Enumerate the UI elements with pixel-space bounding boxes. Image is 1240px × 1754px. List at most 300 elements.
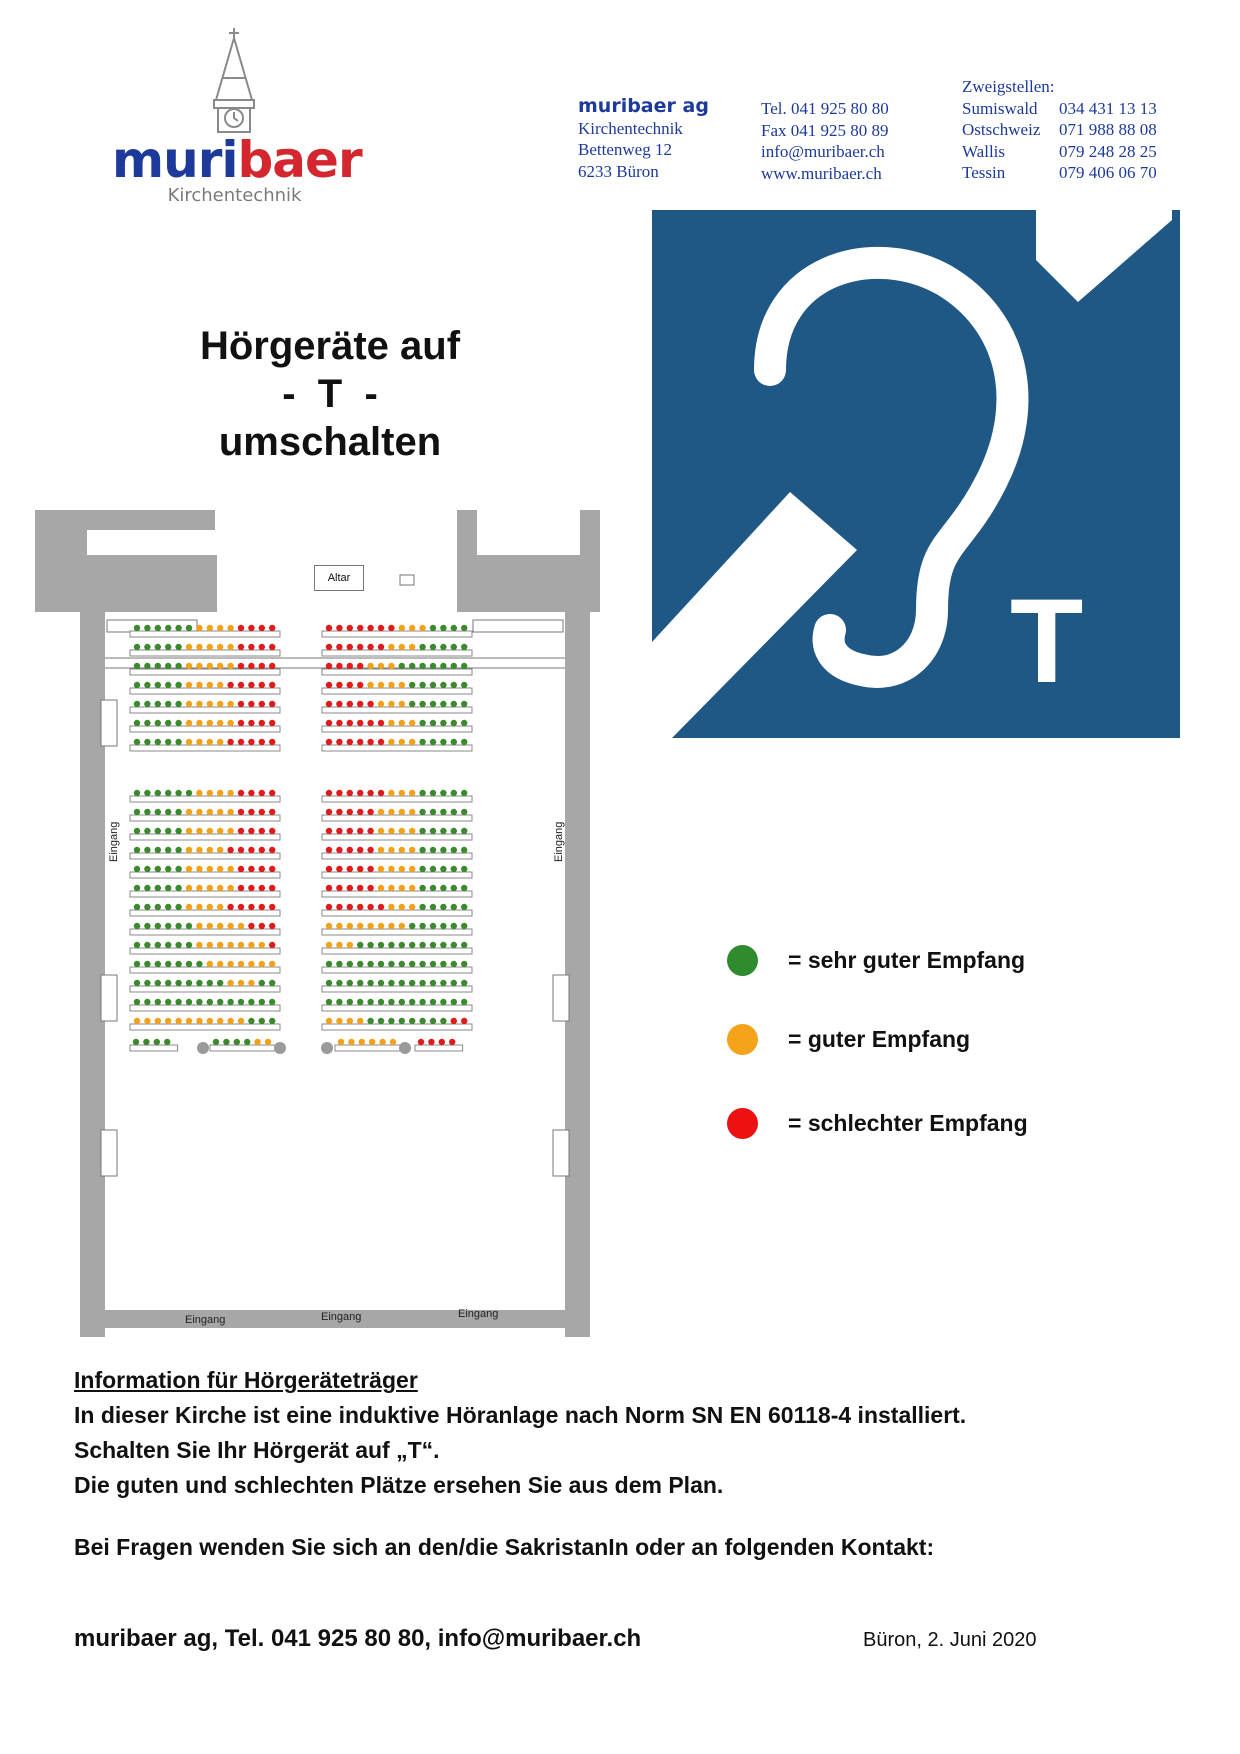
seat-dot — [144, 809, 150, 815]
seat-dot — [451, 809, 457, 815]
seat-dot — [207, 866, 213, 872]
seat-dot — [269, 809, 275, 815]
seat-dot — [369, 1039, 375, 1045]
seat-dot — [336, 682, 342, 688]
seat-dot — [440, 999, 446, 1005]
seat-dot — [367, 980, 373, 986]
pew — [130, 1024, 280, 1030]
seat-dot — [378, 999, 384, 1005]
seat-dot — [440, 809, 446, 815]
seat-dot — [227, 1018, 233, 1024]
entrance-label-bottom-3: Eingang — [458, 1308, 499, 1320]
seat-dot — [144, 625, 150, 631]
seat-dot — [165, 663, 171, 669]
seat-dot — [461, 739, 467, 745]
pew — [322, 948, 472, 954]
seat-dot — [259, 942, 265, 948]
seat-dot — [175, 663, 181, 669]
seat-dot — [196, 961, 202, 967]
seat-dot — [399, 720, 405, 726]
seat-dot — [165, 980, 171, 986]
seat-dot — [144, 720, 150, 726]
pew — [130, 948, 280, 954]
seat-dot — [134, 663, 140, 669]
seat-dot — [378, 701, 384, 707]
seat-dot — [186, 980, 192, 986]
seat-dot — [207, 904, 213, 910]
seat-dot — [409, 625, 415, 631]
entrance-label-right: Eingang — [553, 821, 565, 862]
seat-dot — [155, 790, 161, 796]
seat-dot — [347, 790, 353, 796]
seat-dot — [165, 790, 171, 796]
seat-dot — [326, 904, 332, 910]
seat-dot — [254, 1039, 260, 1045]
seat-dot — [378, 904, 384, 910]
seat-dot — [144, 847, 150, 853]
seat-dot — [248, 790, 254, 796]
seat-dot — [449, 1039, 455, 1045]
seat-dot — [419, 980, 425, 986]
seat-dot — [367, 923, 373, 929]
seat-dot — [207, 923, 213, 929]
seat-dot — [451, 663, 457, 669]
seat-dot — [409, 739, 415, 745]
pew — [130, 707, 280, 713]
seat-dot — [367, 1018, 373, 1024]
seat-dot — [227, 682, 233, 688]
pew — [130, 745, 280, 751]
pew — [322, 1024, 472, 1030]
seat-dot — [134, 701, 140, 707]
contact-web[interactable]: www.muribaer.ch — [761, 163, 882, 183]
branch-phone: 079 248 28 25 — [1059, 141, 1157, 161]
seat-dot — [155, 904, 161, 910]
seat-dot — [357, 644, 363, 650]
seat-dot — [430, 885, 436, 891]
seat-dot — [227, 790, 233, 796]
seat-dot — [440, 866, 446, 872]
entrance-label-bottom-1: Eingang — [185, 1314, 226, 1326]
seat-dot — [248, 980, 254, 986]
seat-dot — [238, 739, 244, 745]
seat-dot — [357, 980, 363, 986]
seat-dot — [144, 885, 150, 891]
pillar — [399, 1042, 411, 1054]
seat-dot — [238, 942, 244, 948]
seat-dot — [175, 942, 181, 948]
seat-dot — [451, 644, 457, 650]
seat-dot — [419, 828, 425, 834]
seat-dot — [388, 885, 394, 891]
seat-dot — [155, 961, 161, 967]
seat-dot — [440, 739, 446, 745]
pew — [322, 891, 472, 897]
seat-dot — [217, 828, 223, 834]
info-line-3: Die guten und schlechten Plätze ersehen Sie aus dem Plan. — [74, 1472, 724, 1498]
seat-dot — [388, 961, 394, 967]
seat-dot — [248, 828, 254, 834]
seat-dot — [238, 790, 244, 796]
seat-dot — [165, 885, 171, 891]
seat-dot — [357, 790, 363, 796]
branch-name: Tessin — [962, 163, 1006, 182]
seat-dot — [461, 701, 467, 707]
seat-dot — [186, 904, 192, 910]
seat-dot — [419, 644, 425, 650]
seat-dot — [378, 866, 384, 872]
seat-dot — [144, 739, 150, 745]
seat-dot — [326, 828, 332, 834]
pillar — [197, 1042, 209, 1054]
seat-dot — [155, 866, 161, 872]
seat-dot — [259, 847, 265, 853]
seat-dot — [207, 663, 213, 669]
seat-dot — [451, 961, 457, 967]
seat-dot — [144, 644, 150, 650]
seat-dot — [134, 809, 140, 815]
seat-dot — [217, 904, 223, 910]
seat-dot — [348, 1039, 354, 1045]
seat-dot — [336, 999, 342, 1005]
seat-dot — [440, 980, 446, 986]
pictogram-letter: T — [1010, 574, 1084, 708]
seat-dot — [269, 885, 275, 891]
seat-dot — [196, 701, 202, 707]
seat-dot — [451, 828, 457, 834]
brand-wordmark — [112, 131, 362, 189]
seat-dot — [367, 809, 373, 815]
seat-dot — [165, 828, 171, 834]
seat-dot — [419, 866, 425, 872]
seat-dot — [336, 923, 342, 929]
seat-dot — [175, 904, 181, 910]
seat-dot — [451, 625, 457, 631]
seat-dot — [378, 847, 384, 853]
seat-dot — [399, 790, 405, 796]
seat-dot — [357, 809, 363, 815]
seat-dot — [347, 682, 353, 688]
seat-dot — [388, 942, 394, 948]
seat-dot — [419, 790, 425, 796]
seat-dot — [213, 1039, 219, 1045]
entrance-label-left: Eingang — [108, 821, 120, 862]
seat-dot — [378, 663, 384, 669]
seat-dot — [196, 682, 202, 688]
seat-dot — [430, 961, 436, 967]
seat-dot — [144, 828, 150, 834]
seat-dot — [134, 682, 140, 688]
seat-dot — [269, 625, 275, 631]
pew — [130, 669, 280, 675]
seat-dot — [175, 644, 181, 650]
seat-dot — [347, 866, 353, 872]
seat-dot — [399, 866, 405, 872]
seat-dot — [155, 682, 161, 688]
seat-dot — [259, 828, 265, 834]
seat-dot — [378, 625, 384, 631]
branch-phone: 079 406 06 70 — [1059, 163, 1157, 182]
seat-dot — [207, 885, 213, 891]
seat-dot — [248, 847, 254, 853]
seat-dot — [175, 790, 181, 796]
seat-dot — [336, 885, 342, 891]
seat-dot — [269, 847, 275, 853]
seat-dot — [269, 999, 275, 1005]
seat-dot — [134, 625, 140, 631]
seat-dot — [165, 701, 171, 707]
seat-dot — [134, 1018, 140, 1024]
seat-dot — [388, 809, 394, 815]
footer-contact: muribaer ag, Tel. 041 925 80 80, info@muribaer.ch — [74, 1625, 642, 1652]
seat-dot — [186, 866, 192, 872]
seat-dot — [238, 1018, 244, 1024]
pew — [322, 853, 472, 859]
seat-dot — [326, 701, 332, 707]
seat-dot — [259, 720, 265, 726]
seat-dot — [430, 866, 436, 872]
seat-dot — [326, 720, 332, 726]
branch-row — [962, 141, 1157, 163]
seat-dot — [238, 625, 244, 631]
pew — [130, 1005, 280, 1011]
seat-dot — [419, 739, 425, 745]
company-name: muribaer ag — [578, 95, 709, 117]
seat-dot — [347, 980, 353, 986]
info-line-2: Schalten Sie Ihr Hörgerät auf „T“. — [74, 1437, 440, 1463]
seat-dot — [259, 1018, 265, 1024]
seat-dot — [378, 961, 384, 967]
seat-dot — [134, 739, 140, 745]
seat-dot — [347, 663, 353, 669]
seat-dot — [207, 828, 213, 834]
pew — [130, 910, 280, 916]
seat-dot — [347, 739, 353, 745]
branch-offices — [962, 76, 1157, 184]
seat-dot — [336, 809, 342, 815]
seat-dot — [165, 809, 171, 815]
seat-dot — [143, 1039, 149, 1045]
seat-dot — [165, 942, 171, 948]
seat-dot — [238, 904, 244, 910]
seat-dot — [379, 1039, 385, 1045]
seat-dot — [440, 701, 446, 707]
seating-plan-drawing — [35, 510, 625, 1340]
seat-dot — [186, 828, 192, 834]
seat-dot — [259, 961, 265, 967]
seat-dot — [227, 980, 233, 986]
seat-dot — [367, 739, 373, 745]
seat-dot — [186, 663, 192, 669]
branches-heading: Zweigstellen: — [962, 77, 1055, 96]
seat-dot — [440, 904, 446, 910]
seat-dot — [430, 625, 436, 631]
seat-dot — [347, 720, 353, 726]
seat-dot — [144, 663, 150, 669]
pew — [322, 688, 472, 694]
branch-row — [962, 119, 1157, 141]
seat-dot — [155, 1018, 161, 1024]
seat-dot — [399, 828, 405, 834]
seat-dot — [326, 663, 332, 669]
seat-dot — [207, 961, 213, 967]
branch-phone: 034 431 13 13 — [1059, 98, 1157, 118]
seat-dot — [196, 720, 202, 726]
seat-dot — [409, 885, 415, 891]
seat-dot — [196, 847, 202, 853]
seat-dot — [347, 828, 353, 834]
seat-dot — [399, 885, 405, 891]
altar-label: Altar — [314, 565, 364, 591]
seat-dot — [357, 1018, 363, 1024]
seat-dot — [461, 885, 467, 891]
seat-dot — [336, 942, 342, 948]
seat-dot — [336, 961, 342, 967]
seat-dot — [175, 999, 181, 1005]
legend-label: = sehr guter Empfang — [788, 947, 1026, 973]
seat-dot — [227, 809, 233, 815]
seat-dot — [165, 739, 171, 745]
pillar — [274, 1042, 286, 1054]
pew — [335, 1045, 403, 1051]
seat-dot — [430, 1018, 436, 1024]
seat-dot — [217, 1018, 223, 1024]
seat-dot — [461, 828, 467, 834]
seat-dot — [238, 885, 244, 891]
seat-dot — [430, 999, 436, 1005]
seat-dot — [367, 866, 373, 872]
seat-dot — [248, 999, 254, 1005]
seat-dot — [336, 701, 342, 707]
seat-dot — [259, 885, 265, 891]
branch-name: Wallis — [962, 141, 1006, 161]
seat-dot — [388, 866, 394, 872]
seat-dot — [207, 682, 213, 688]
contact-email[interactable]: info@muribaer.ch — [761, 142, 885, 161]
seat-dot — [248, 720, 254, 726]
seat-dot — [227, 720, 233, 726]
pew — [322, 726, 472, 732]
seat-dot — [248, 1018, 254, 1024]
seat-dot — [357, 739, 363, 745]
seat-dot — [409, 961, 415, 967]
seat-dot — [207, 625, 213, 631]
seat-dot — [461, 980, 467, 986]
seat-dot — [259, 644, 265, 650]
seat-dot — [440, 942, 446, 948]
seat-dot — [165, 999, 171, 1005]
seat-dot — [196, 739, 202, 745]
seat-dot — [259, 739, 265, 745]
page-title — [160, 322, 500, 466]
seat-dot — [186, 739, 192, 745]
seat-dot — [326, 847, 332, 853]
seat-dot — [175, 980, 181, 986]
seat-dot — [134, 847, 140, 853]
pew — [322, 745, 472, 751]
pew — [130, 834, 280, 840]
brand-part-2: baer — [237, 131, 362, 189]
seat-dot — [196, 885, 202, 891]
seat-dot — [227, 961, 233, 967]
pew — [130, 796, 280, 802]
seat-dot — [175, 682, 181, 688]
seat-dot — [336, 644, 342, 650]
seat-dot — [367, 847, 373, 853]
seat-dot — [227, 904, 233, 910]
seat-dot — [326, 644, 332, 650]
contact-fax: Fax 041 925 80 89 — [761, 120, 889, 140]
seat-dot — [461, 644, 467, 650]
legend-label: = guter Empfang — [788, 1026, 971, 1052]
seat-dot — [367, 999, 373, 1005]
seat-dot — [367, 885, 373, 891]
seat-dot — [238, 682, 244, 688]
seat-dot — [217, 720, 223, 726]
seat-dot — [269, 828, 275, 834]
pew — [130, 815, 280, 821]
seat-dot — [269, 942, 275, 948]
seat-dot — [259, 809, 265, 815]
seat-dot — [461, 942, 467, 948]
seat-dot — [248, 739, 254, 745]
seat-dot — [259, 904, 265, 910]
seat-dot — [399, 809, 405, 815]
seat-dot — [269, 866, 275, 872]
seat-dot — [461, 809, 467, 815]
seat-dot — [367, 961, 373, 967]
company-address — [578, 96, 709, 182]
seat-dot — [399, 980, 405, 986]
seat-dot — [336, 828, 342, 834]
church-walls — [35, 510, 600, 1337]
seat-dot — [461, 663, 467, 669]
seat-dot — [326, 809, 332, 815]
company-contact — [761, 98, 889, 184]
legend-item-very-good — [727, 945, 1025, 976]
seat-dot — [155, 663, 161, 669]
seat-dot — [227, 828, 233, 834]
seat-dot — [217, 625, 223, 631]
seat-dot — [399, 847, 405, 853]
seat-dot — [357, 828, 363, 834]
seat-dot — [155, 644, 161, 650]
seat-dot — [336, 980, 342, 986]
seat-dot — [165, 644, 171, 650]
company-line-3: 6233 Büron — [578, 161, 659, 181]
seat-dot — [144, 790, 150, 796]
seat-dot — [388, 904, 394, 910]
seat-dot — [326, 942, 332, 948]
seat-dot — [367, 701, 373, 707]
seat-dot — [399, 663, 405, 669]
seat-dot — [430, 847, 436, 853]
seat-dot — [196, 625, 202, 631]
seat-dot — [134, 904, 140, 910]
pew — [130, 967, 280, 973]
seat-dot — [399, 999, 405, 1005]
seat-dot — [430, 720, 436, 726]
seat-dot — [409, 980, 415, 986]
seat-dot — [357, 923, 363, 929]
seat-dot — [409, 809, 415, 815]
seat-dot — [326, 1018, 332, 1024]
pew — [130, 929, 280, 935]
seat-dot — [227, 701, 233, 707]
seat-dot — [186, 923, 192, 929]
seat-dot — [144, 682, 150, 688]
seat-dot — [238, 701, 244, 707]
